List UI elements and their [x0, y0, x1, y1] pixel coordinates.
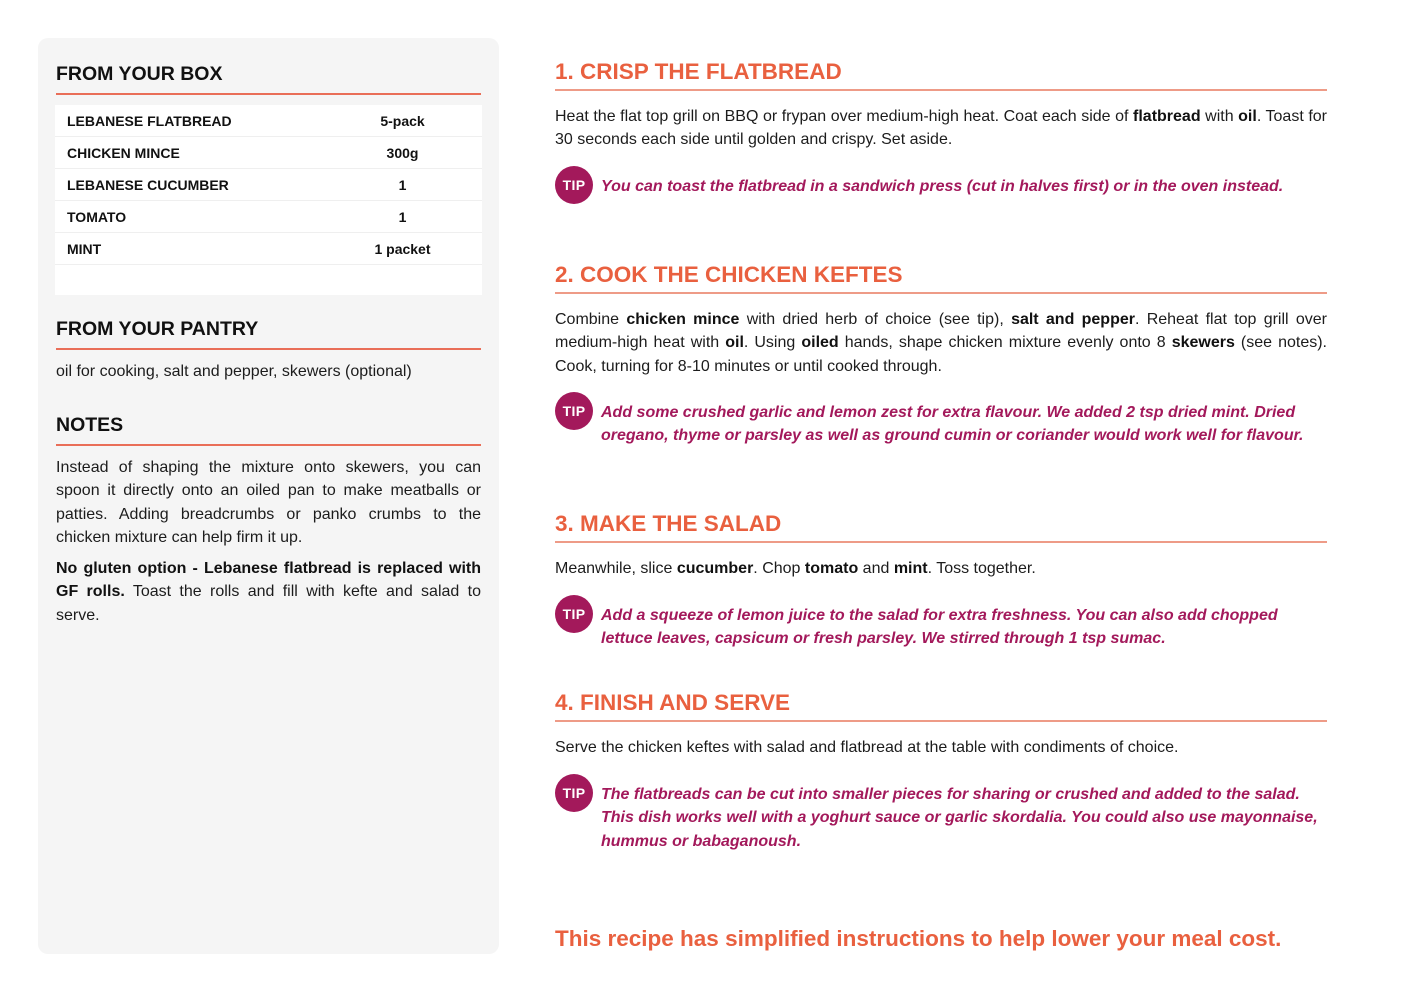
table-row — [55, 105, 482, 137]
ingredient-name: LEBANESE CUCUMBER — [67, 176, 229, 193]
no-gluten-rest: Toast the rolls and fill with kefte and salad to serve. — [56, 583, 481, 624]
table-row — [55, 201, 482, 233]
step-2-text — [555, 308, 1327, 378]
step-1-text — [555, 105, 1327, 152]
text-run: with — [1200, 108, 1239, 125]
table-row — [55, 137, 482, 169]
from-your-pantry-heading: FROM YOUR PANTRY — [56, 318, 481, 350]
pantry-text: oil for cooking, salt and pepper, skewers (optional) — [56, 363, 412, 380]
step-1-heading: 1. CRISP THE FLATBREAD — [555, 59, 1327, 91]
tip-badge: TIP — [555, 392, 593, 430]
step-3-tip: Add a squeeze of lemon juice to the salad for extra freshness. You can also add chopped lettuce leaves, capsicum or fresh parsley. We stirred through 1 tsp sumac. — [601, 607, 1278, 648]
ingredient-name: TOMATO — [67, 208, 127, 225]
text-run: . Chop — [753, 560, 805, 577]
text-run: . Toast for 30 seconds each side until golden and crispy. Set aside. — [555, 108, 1328, 149]
ingredient-name: LEBANESE FLATBREAD — [67, 112, 232, 129]
ingredient-qty: 300g — [386, 144, 419, 161]
text-run: Serve the chicken keftes with salad and flatbread at the table with condiments of choice. — [555, 739, 1179, 756]
no-gluten-bold: No gluten option - Lebanese flatbread is replaced with GF rolls. — [56, 560, 481, 601]
text-run: . Toss together. — [927, 560, 1036, 577]
text-run: . Using — [743, 334, 802, 352]
table-row — [55, 169, 482, 201]
step-3-text — [555, 557, 1327, 580]
bold-ingredient: oil — [725, 334, 744, 352]
bold-ingredient: mint — [893, 560, 928, 577]
table-row — [55, 233, 482, 265]
bold-ingredient: flatbread — [1133, 108, 1201, 125]
step-4-tip: The flatbreads can be cut into smaller pieces for sharing or crushed and added to the salad. This dish works well with a yoghurt sauce or garlic skordalia. You could also use mayonnaise, hummus or babaganoush. — [601, 786, 1318, 850]
ingredient-qty: 1 packet — [374, 240, 431, 257]
ingredient-qty: 1 — [398, 176, 407, 193]
footer-note: This recipe has simplified instructions to help lower your meal cost. — [555, 926, 1282, 951]
text-run: Meanwhile, slice — [555, 560, 677, 577]
tip-badge: TIP — [555, 595, 593, 633]
bold-ingredient: oiled — [801, 334, 839, 352]
ingredient-name: CHICKEN MINCE — [67, 144, 180, 161]
text-run: hands, shape chicken mixture evenly onto 8 — [838, 334, 1172, 352]
bold-ingredient: tomato — [804, 560, 859, 577]
text-run: and — [858, 560, 894, 577]
tip-badge: TIP — [555, 774, 593, 812]
step-2-heading: 2. COOK THE CHICKEN KEFTES — [555, 262, 1327, 294]
ingredient-name: MINT — [67, 240, 102, 257]
bold-ingredient: chicken mince — [626, 311, 740, 328]
box-ingredients-table — [55, 105, 482, 295]
text-run: . Reheat flat top grill over medium-high heat with — [555, 311, 1327, 352]
text-run: (see notes). Cook, turning for 8-10 minutes or until cooked through. — [555, 334, 1327, 375]
tip-badge: TIP — [555, 166, 593, 204]
notes-heading: NOTES — [56, 414, 481, 446]
bold-ingredient: cucumber — [676, 560, 754, 577]
no-gluten-note — [56, 557, 481, 627]
ingredient-qty: 1 — [398, 208, 407, 225]
bold-ingredient: oil — [1238, 108, 1257, 125]
from-your-box-heading: FROM YOUR BOX — [56, 63, 481, 95]
bold-ingredient: salt and pepper — [1011, 311, 1135, 328]
bold-ingredient: skewers — [1171, 334, 1235, 352]
text-run: Combine — [555, 311, 627, 328]
step-2-tip: Add some crushed garlic and lemon zest for extra flavour. We added 2 tsp dried mint. Dried oregano, thyme or parsley as well as ground cumin or coriander would work well for flavour. — [601, 404, 1304, 445]
step-4-text — [555, 736, 1327, 759]
step-3-heading: 3. MAKE THE SALAD — [555, 511, 1327, 543]
ingredient-qty: 5-pack — [380, 112, 425, 129]
ingredients-panel — [38, 38, 499, 954]
step-4-heading: 4. FINISH AND SERVE — [555, 690, 1327, 722]
text-run: Heat the flat top grill on BBQ or frypan over medium-high heat. Coat each side of — [555, 108, 1134, 125]
text-run: with dried herb of choice (see tip), — [739, 311, 1012, 328]
step-1-tip: You can toast the flatbread in a sandwich press (cut in halves first) or in the oven instead. — [601, 178, 1284, 195]
notes-paragraph: Instead of shaping the mixture onto skewers, you can spoon it directly onto an oiled pan to make meatballs or patties. Adding breadcrumbs or panko crumbs to the chicken mixture can help firm it up. — [56, 459, 481, 546]
